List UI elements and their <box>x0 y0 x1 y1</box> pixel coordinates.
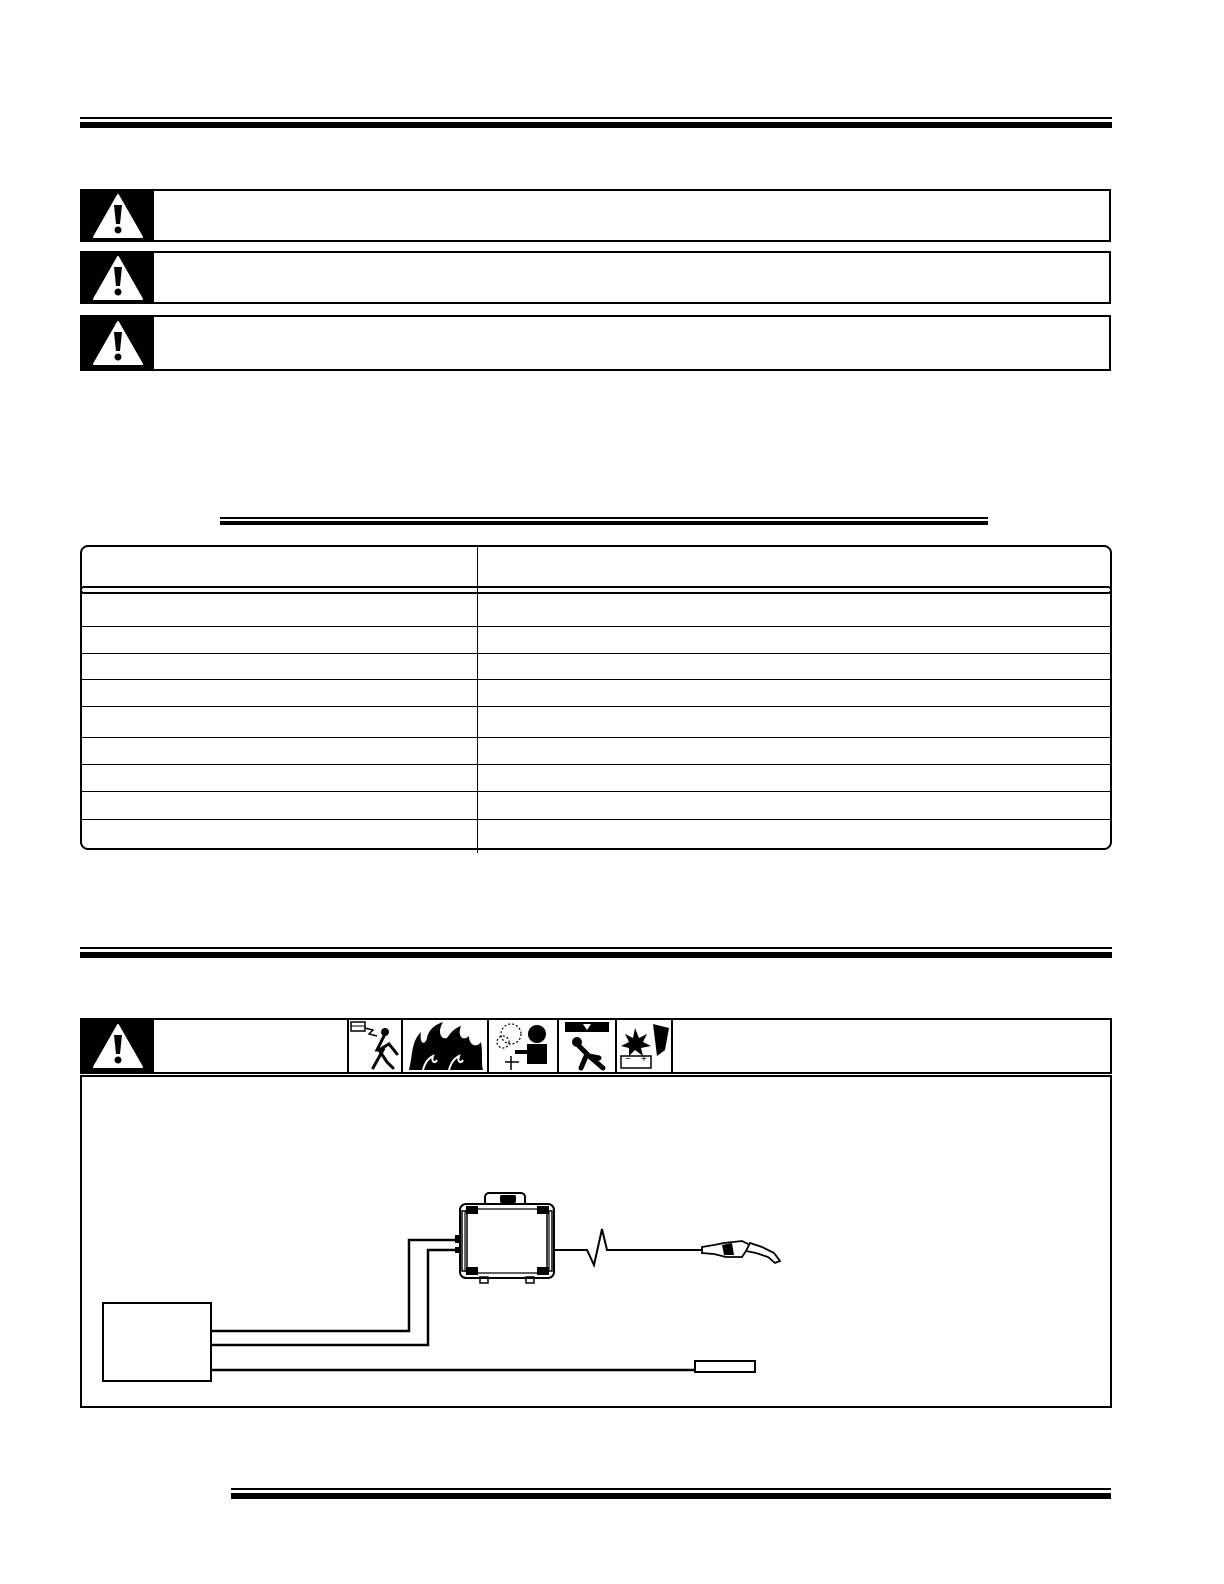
battery-plus-terminal: + <box>641 1054 647 1065</box>
battery-explosion-icon <box>615 1020 673 1072</box>
fire-icon <box>401 1020 487 1072</box>
footer-rule-thick <box>231 1493 1111 1499</box>
fumes-icon <box>487 1020 557 1072</box>
spec-table-rule-thick <box>220 521 988 525</box>
welding-gun <box>702 1241 780 1263</box>
table-row-divider <box>80 764 1112 765</box>
spec-table-header-underline <box>80 586 1112 594</box>
battery-minus-terminal: − <box>625 1054 631 1065</box>
warning-box-2 <box>80 251 1111 304</box>
connection-diagram-drawing <box>82 1077 1110 1406</box>
install-rule-thin <box>80 947 1112 949</box>
table-row-divider <box>80 653 1112 654</box>
warning-triangle-icon <box>82 191 154 240</box>
electric-shock-icon <box>347 1020 401 1072</box>
section-rule-top-thick <box>80 122 1112 128</box>
warning-box-3 <box>80 315 1111 371</box>
warning-triangle-icon <box>82 1020 154 1072</box>
install-rule-thick <box>80 952 1112 958</box>
table-row-divider <box>80 679 1112 680</box>
gun-cable <box>554 1229 702 1265</box>
table-row-divider <box>80 626 1112 627</box>
wire-feeder-case <box>455 1193 554 1283</box>
warning-box-1 <box>80 189 1111 242</box>
table-row-divider <box>80 706 1112 707</box>
warning-triangle-icon <box>82 317 154 369</box>
work-clamp <box>695 1361 755 1372</box>
spec-table-rule-thin <box>220 517 988 519</box>
hazard-header <box>80 1018 1112 1074</box>
table-row-divider <box>80 819 1112 820</box>
connection-diagram <box>80 1075 1112 1408</box>
footer-rule-thin <box>231 1488 1111 1490</box>
section-rule-top-thin <box>80 117 1112 119</box>
table-row-divider <box>80 737 1112 738</box>
warning-triangle-icon <box>82 253 154 302</box>
falling-equipment-icon <box>557 1020 615 1072</box>
cable-1 <box>211 1240 458 1331</box>
welding-power-source <box>103 1303 211 1381</box>
table-row-divider <box>80 791 1112 792</box>
